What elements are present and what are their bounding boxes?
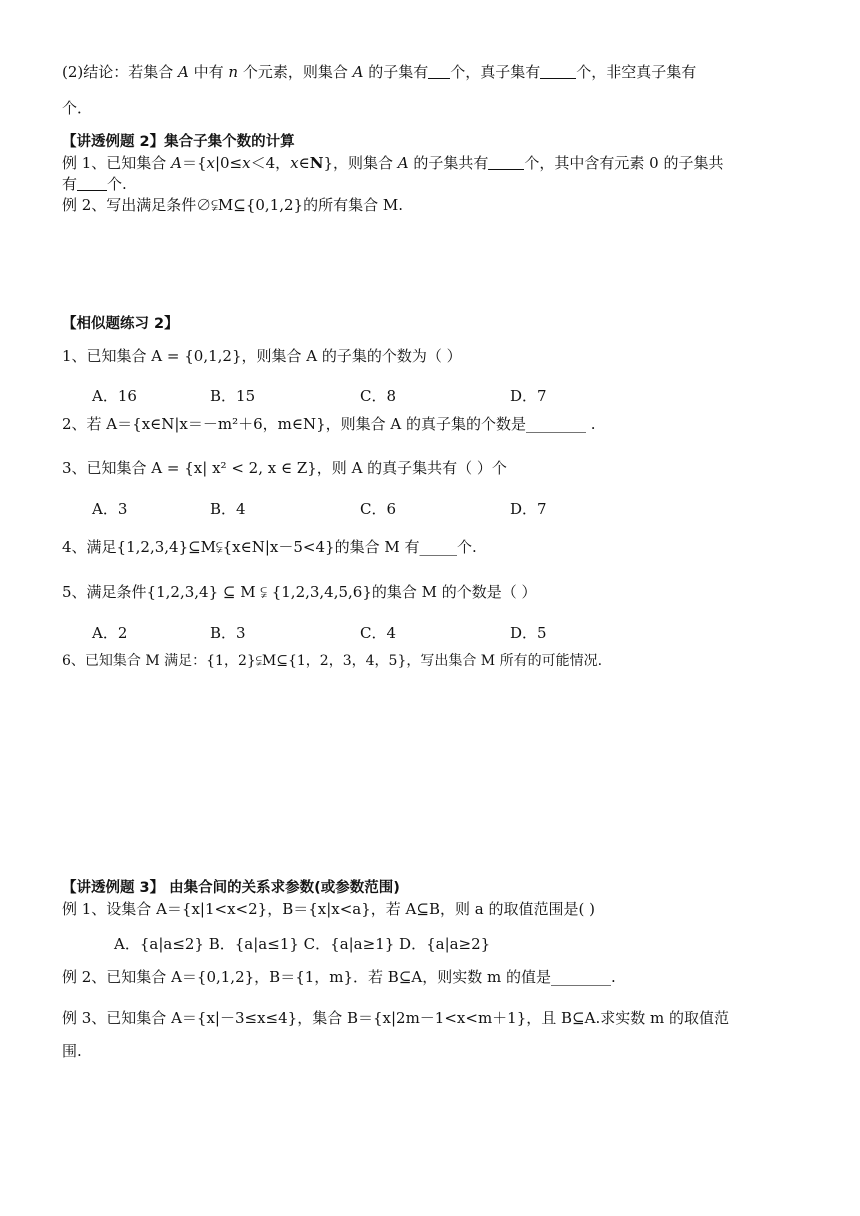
var-A: A: [178, 63, 189, 81]
var-x: x: [242, 154, 251, 172]
q3-option-c: C．6: [360, 500, 397, 518]
example-3-1-options: A．{a|a≤2} B．{a|a≤1} C．{a|a≥1} D．{a|a≥2}: [114, 935, 491, 953]
example-3-1: 例 1、设集合 A＝{x|1<x<2}，B＝{x|x<a}，若 A⊆B，则 a 的取值范围是( ): [62, 900, 595, 918]
q5-option-a: A．2: [92, 624, 128, 642]
text: 有: [62, 175, 78, 193]
answer-blank: [540, 63, 576, 79]
practice-q6: 6、已知集合 M 满足：{1，2}⫋M⊆{1，2，3，4，5}，写出集合 M 所有的可能情况.: [62, 653, 603, 669]
example-2-1-line-1: [62, 153, 723, 173]
conclusion-text: 个，非空真子集有: [576, 63, 697, 81]
practice-q4: 4、满足{1,2,3,4}⊆M⫋{x∈N|x－5<4}的集合 M 有_____个.: [62, 538, 477, 556]
q3-option-a: A．3: [92, 500, 128, 518]
text: }，则集合: [323, 154, 398, 172]
q1-option-d: D．7: [510, 387, 547, 405]
answer-blank: [77, 175, 107, 191]
var-x: x: [290, 154, 299, 172]
answer-blank: [488, 154, 524, 170]
text: 例 1、已知集合: [62, 154, 172, 172]
practice-q3: 3、已知集合 A = {x| x² < 2, x ∈ Z}，则 A 的真子集共有（ ）个: [62, 459, 507, 477]
conclusion-line-2: 个．: [62, 99, 93, 117]
conclusion-text: 的子集有: [363, 63, 429, 81]
q1-option-b: B．15: [210, 387, 256, 405]
text: |0≤: [214, 154, 243, 172]
example-2-1-line-2: [62, 174, 127, 194]
practice-q2: 2、若 A＝{x∈N|x＝－m²＋6，m∈N}，则集合 A 的真子集的个数是________ .: [62, 415, 596, 433]
text: 个.: [107, 175, 127, 193]
text: ＜4，: [250, 154, 291, 172]
q3-option-b: B．4: [210, 500, 246, 518]
set-N: N: [309, 154, 324, 172]
var-x: x: [206, 154, 215, 172]
practice-q5: 5、满足条件{1,2,3,4} ⊆ M ⫋ {1,2,3,4,5,6}的集合 M 的个数是（ ）: [62, 583, 537, 601]
example-2-2: 例 2、写出满足条件∅⫋M⊆{0,1,2}的所有集合 M.: [62, 196, 403, 214]
q1-option-a: A．16: [92, 387, 137, 405]
var-A: A: [352, 63, 364, 81]
var-A: A: [397, 154, 409, 172]
q3-option-d: D．7: [510, 500, 547, 518]
example-3-2: 例 2、已知集合 A＝{0,1,2}，B＝{1，m}．若 B⊆A，则实数 m 的值是________.: [62, 968, 616, 986]
text: 的子集共有: [408, 154, 489, 172]
conclusion-text: 个元素，则集合: [238, 63, 353, 81]
conclusion-text: 中有: [188, 63, 229, 81]
q5-option-d: D．5: [510, 624, 547, 642]
conclusion-text: (2)结论：若集合: [62, 63, 179, 81]
section-heading-practice-2: 【相似题练习 2】: [62, 316, 179, 332]
q5-option-c: C．4: [360, 624, 397, 642]
section-heading-example-3: 【讲透例题 3】 由集合间的关系求参数(或参数范围): [62, 880, 400, 896]
practice-q1: 1、已知集合 A = {0,1,2}，则集合 A 的子集的个数为（ ）: [62, 347, 462, 365]
example-3-3-line-1: 例 3、已知集合 A＝{x|－3≤x≤4}，集合 B＝{x|2m－1<x<m＋1}，且 B⊆A.求实数 m 的取值范: [62, 1009, 729, 1027]
example-3-3-line-2: 围.: [62, 1042, 82, 1060]
var-A: A: [171, 154, 182, 172]
text: ∈: [298, 154, 310, 172]
q5-option-b: B．3: [210, 624, 246, 642]
conclusion-text: 个，真子集有: [450, 63, 541, 81]
q1-option-c: C．8: [360, 387, 397, 405]
conclusion-line: [62, 62, 696, 82]
text: 个，其中含有元素 0 的子集共: [524, 154, 724, 172]
text: ＝{: [181, 154, 207, 172]
var-n: n: [228, 63, 239, 81]
answer-blank: [428, 63, 450, 79]
section-heading-example-2: 【讲透例题 2】集合子集个数的计算: [62, 134, 295, 150]
